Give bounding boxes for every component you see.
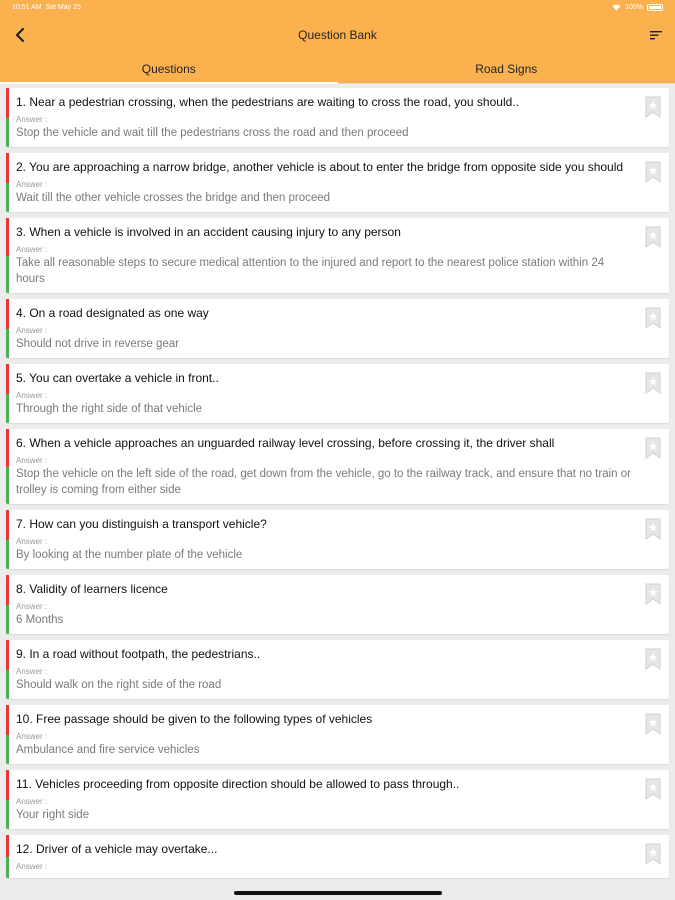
tab-questions[interactable] <box>0 55 338 84</box>
question-card[interactable] <box>6 218 669 293</box>
question-card[interactable] <box>6 429 669 504</box>
bookmark-button[interactable] <box>645 96 661 118</box>
bookmark-icon <box>645 226 661 248</box>
status-date: Sat May 25 <box>45 4 81 11</box>
home-indicator <box>234 891 442 895</box>
answer-label: Answer : <box>16 862 48 871</box>
answer-label: Answer : <box>16 391 48 400</box>
bookmark-button[interactable] <box>645 518 661 540</box>
battery-icon <box>647 4 663 11</box>
question-text: 5. You can overtake a vehicle in front.. <box>16 371 219 385</box>
bookmark-icon <box>645 583 661 605</box>
answer-text: By looking at the number plate of the vehicle <box>16 549 243 561</box>
answer-text: Stop the vehicle on the left side of the road, get down from the vehicle, go to the railway track, and ensure that no train or trolley is coming from either side <box>16 468 631 496</box>
answer-label: Answer : <box>16 667 48 676</box>
bookmark-icon <box>645 307 661 329</box>
tab-questions-label: Questions <box>141 62 196 76</box>
question-text: 8. Validity of learners licence <box>16 582 168 596</box>
question-card[interactable] <box>6 835 669 878</box>
filter-button[interactable] <box>645 24 667 46</box>
question-card[interactable] <box>6 510 669 569</box>
question-text: 1. Near a pedestrian crossing, when the pedestrians are waiting to cross the road, you should.. <box>16 95 519 109</box>
bookmark-icon <box>645 161 661 183</box>
question-card[interactable] <box>6 770 669 829</box>
bookmark-button[interactable] <box>645 226 661 248</box>
question-card[interactable] <box>6 364 669 423</box>
bookmark-button[interactable] <box>645 778 661 800</box>
bookmark-button[interactable] <box>645 161 661 183</box>
bookmark-button[interactable] <box>645 372 661 394</box>
answer-label: Answer : <box>16 115 48 124</box>
bookmark-icon <box>645 778 661 800</box>
app-header <box>0 0 675 84</box>
answer-label: Answer : <box>16 326 48 335</box>
nav-bar <box>0 18 675 52</box>
answer-label: Answer : <box>16 537 48 546</box>
answer-text: Through the right side of that vehicle <box>16 403 203 415</box>
answer-label: Answer : <box>16 797 48 806</box>
bookmark-icon <box>645 437 661 459</box>
question-text: 7. How can you distinguish a transport vehicle? <box>16 517 267 531</box>
question-text: 10. Free passage should be given to the following types of vehicles <box>16 712 373 726</box>
question-card[interactable] <box>6 299 669 358</box>
question-text: 2. You are approaching a narrow bridge, another vehicle is about to enter the bridge from opposite side you should <box>16 160 624 174</box>
answer-text: Stop the vehicle and wait till the pedestrians cross the road and then proceed <box>16 127 409 139</box>
answer-text: Wait till the other vehicle crosses the bridge and then proceed <box>16 192 331 204</box>
bookmark-icon <box>645 372 661 394</box>
bookmark-icon <box>645 96 661 118</box>
question-text: 11. Vehicles proceeding from opposite direction should be allowed to pass through.. <box>16 777 460 791</box>
answer-text: Your right side <box>16 809 90 821</box>
status-right <box>612 4 663 11</box>
question-text: 12. Driver of a vehicle may overtake... <box>16 842 218 856</box>
status-bar <box>0 0 675 16</box>
status-clock: 10:51 AM <box>12 4 42 11</box>
answer-label: Answer : <box>16 180 48 189</box>
page-title: Question Bank <box>298 28 377 42</box>
question-card[interactable] <box>6 575 669 634</box>
answer-text: 6 Months <box>16 614 64 626</box>
bookmark-icon <box>645 843 661 865</box>
question-card[interactable] <box>6 88 669 147</box>
answer-label: Answer : <box>16 456 48 465</box>
tab-road-signs[interactable] <box>338 55 675 84</box>
status-time <box>12 4 81 11</box>
bookmark-icon <box>645 713 661 735</box>
answer-label: Answer : <box>16 245 48 254</box>
tab-road-signs-label: Road Signs <box>475 62 538 76</box>
answer-label: Answer : <box>16 602 48 611</box>
bookmark-button[interactable] <box>645 437 661 459</box>
question-card[interactable] <box>6 705 669 764</box>
answer-text: Should not drive in reverse gear <box>16 338 180 350</box>
bookmark-button[interactable] <box>645 713 661 735</box>
question-text: 9. In a road without footpath, the pedestrians.. <box>16 647 261 661</box>
answer-text: Should walk on the right side of the road <box>16 679 222 691</box>
question-text: 6. When a vehicle approaches an unguarded railway level crossing, before crossing it, the driver shall <box>16 436 555 450</box>
bookmark-button[interactable] <box>645 583 661 605</box>
bookmark-button[interactable] <box>645 307 661 329</box>
bookmark-button[interactable] <box>645 648 661 670</box>
answer-text: Ambulance and fire service vehicles <box>16 744 200 756</box>
bookmark-icon <box>645 648 661 670</box>
answer-label: Answer : <box>16 732 48 741</box>
question-text: 3. When a vehicle is involved in an accident causing injury to any person <box>16 225 401 239</box>
question-card[interactable] <box>6 640 669 699</box>
bookmark-button[interactable] <box>645 843 661 865</box>
bookmark-icon <box>645 518 661 540</box>
filter-lines-icon <box>649 29 663 41</box>
tab-bar <box>0 55 675 84</box>
question-list <box>0 88 675 884</box>
question-card[interactable] <box>6 153 669 212</box>
answer-text: Take all reasonable steps to secure medical attention to the injured and report to the nearest police station within 24 hours <box>16 257 605 285</box>
question-text: 4. On a road designated as one way <box>16 306 209 320</box>
battery-percent: 100% <box>625 4 643 11</box>
wifi-icon <box>612 4 621 11</box>
